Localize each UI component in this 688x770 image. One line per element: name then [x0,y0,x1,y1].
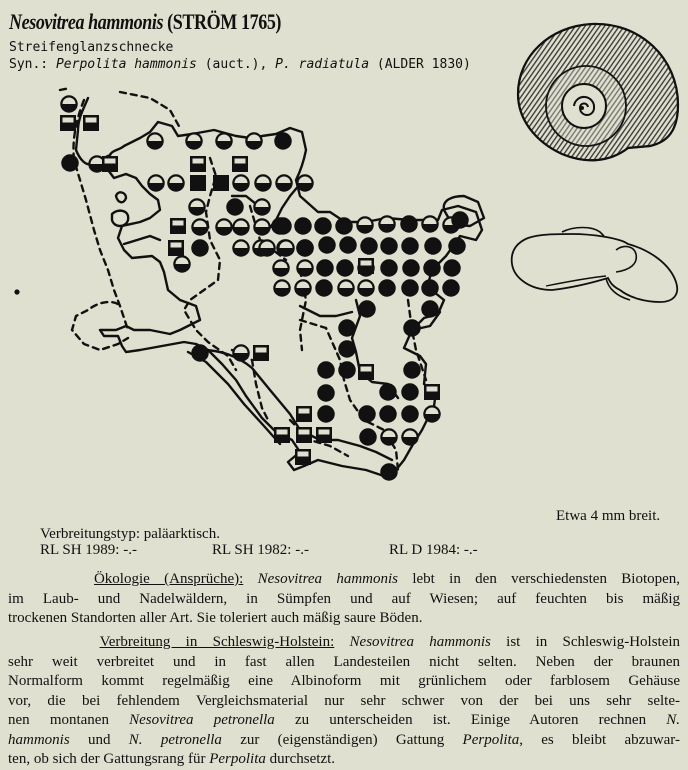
red-list-value: -.- [463,542,478,558]
distribution-paragraph [8,633,680,770]
record-circle-full [449,238,465,254]
distribution-text: , es bleibt abzuwar- [519,731,680,748]
distribution-text: ten, ob sich der Gattungsrang für [8,751,210,767]
distribution-text: und [69,731,129,748]
taxon-name: N. [666,712,680,728]
record-circle-full [192,345,208,361]
record-circle-full [403,260,419,276]
record-circle-half [61,96,77,112]
record-circle-full [295,218,311,234]
record-circle-full [315,218,331,234]
record-circle-half [278,240,294,256]
record-circle-full [318,385,334,401]
record-square-half [316,427,332,443]
red-list-2 [212,542,309,559]
record-circle-half [379,216,395,232]
record-circle-full [297,240,313,256]
synonym-1-note: (auct.), [204,57,268,72]
red-list-value: -.- [123,542,137,558]
distribution-type: Verbreitungstyp: paläarktisch. [40,526,220,542]
record-circle-full [381,238,397,254]
record-circle-half [174,256,190,272]
record-circle-full [380,406,396,422]
record-square-half [190,156,206,172]
record-circle-full [337,260,353,276]
record-square-half [170,218,186,234]
record-circle-half [148,175,164,191]
distribution-map [0,0,500,500]
record-circle-half [274,280,290,296]
record-circle-full [402,280,418,296]
stray-dot [14,289,19,294]
record-square-half [253,345,269,361]
record-circle-half [295,280,311,296]
ecology-heading: Ökologie (Ansprüche): [93,571,244,587]
record-square-half [295,449,311,465]
red-list-1 [40,542,137,559]
record-square-half [296,427,312,443]
record-square-half [60,115,76,131]
record-circle-full [339,362,355,378]
record-circle-full [422,301,438,317]
record-circle-half [186,133,202,149]
red-list-label: RL D 1984: [389,542,461,558]
distribution-text: Normalform kommt regelmäßig eine Albinoform mit grünlichem oder farblosem Gehäuse [8,673,680,689]
record-circle-full [452,212,468,228]
record-circle-full [317,260,333,276]
synonyms-prefix: Syn.: [9,57,49,72]
map-symbols [60,96,468,480]
record-circle-half [233,175,249,191]
record-circle-half [402,429,418,445]
record-circle-full [275,133,291,149]
record-circle-full [318,362,334,378]
record-circle-full [381,464,397,480]
distribution-heading: Verbreitung in Schleswig-Holstein: [99,634,335,650]
distribution-line [8,750,680,770]
record-square-half [83,115,99,131]
distribution-text: zu unterscheiden ist. Einige Autoren rechnen [274,712,667,728]
record-circle-full [443,280,459,296]
record-circle-half [259,240,275,256]
species-ref: Nesovitrea hammonis [257,571,399,587]
record-circle-full [402,238,418,254]
red-list-label: RL SH 1989: [40,542,120,558]
shell-top-view-illustration [500,0,688,190]
record-circle-full [62,155,78,171]
red-list-value: -.- [295,542,309,558]
record-circle-half [358,280,374,296]
record-circle-half [424,406,440,422]
record-circle-full [379,280,395,296]
record-circle-half [168,175,184,191]
record-circle-half [422,216,438,232]
record-circle-half [273,260,289,276]
record-circle-half [276,175,292,191]
record-square-half [102,156,118,172]
red-list-3 [389,542,478,559]
record-square-half [358,258,374,274]
record-circle-half [216,219,232,235]
record-circle-half [233,219,249,235]
record-circle-half [189,199,205,215]
taxon-name: Perpolita [209,751,266,767]
record-circle-full [361,238,377,254]
synonym-2-author: (ALDER 1830) [376,57,471,72]
record-circle-full [404,362,420,378]
record-circle-full [404,320,420,336]
ecology-line: im Laub- und Nadelwäldern, in Sümpfen und auf Wiesen; auf feuchten bis mäßig [8,590,680,607]
record-circle-full [401,216,417,232]
shell-side-view-illustration [500,220,688,320]
red-list-label: RL SH 1982: [212,542,292,558]
record-circle-half [297,260,313,276]
record-square-half [168,240,184,256]
record-circle-full [318,406,334,422]
species-name: Nesovitrea hammonis [9,9,164,34]
taxon-name: N. petronella [128,731,222,748]
record-circle-full [422,280,438,296]
ecology-text: lebt in den verschiedensten Biotopen, [398,571,680,587]
record-circle-half [338,280,354,296]
record-circle-full [360,429,376,445]
record-circle-full [227,199,243,215]
record-circle-full [424,260,440,276]
synonym-1: Perpolita hammonis [55,57,197,72]
common-name: Streifenglanzschnecke [9,40,174,55]
distribution-text: vor, die bei fehlendem Vergleichsmaterial nur sehr schwer von der bei uns sehr selte- [8,692,680,709]
distribution-line [8,731,680,751]
ecology-line [8,570,680,590]
record-circle-half [233,345,249,361]
distribution-line [8,711,680,731]
record-circle-full [340,237,356,253]
record-circle-full [339,320,355,336]
record-circle-full [402,406,418,422]
record-circle-half [233,240,249,256]
record-square-half [296,406,312,422]
record-circle-full [402,384,418,400]
distribution-line [8,672,680,692]
record-circle-full [444,260,460,276]
record-circle-full [380,384,396,400]
record-square-full [190,175,206,191]
distribution-line [8,653,680,673]
distribution-text: durchsetzt. [265,751,336,767]
record-circle-full [336,218,352,234]
species-author: (STRÖM 1765) [167,9,282,34]
size-note: Etwa 4 mm breit. [556,508,661,524]
record-circle-half [297,175,313,191]
distribution-text: nen montanen [8,712,130,728]
record-circle-full [425,238,441,254]
taxon-name: Perpolita [462,731,520,748]
record-circle-full [359,301,375,317]
record-circle-half [147,133,163,149]
distribution-text: ist in Schleswig-Holstein [490,634,680,650]
record-circle-full [381,260,397,276]
record-circle-full [319,237,335,253]
taxon-name: Nesovitrea hammonis [349,634,491,650]
ecology-line: trockenen Standorten aller Art. Sie toleriert auch mäßig saure Böden. [8,610,423,626]
record-square-half [232,156,248,172]
record-square-full [213,175,229,191]
distribution-line [8,633,680,653]
ecology-paragraph [8,570,680,629]
record-circle-full [339,341,355,357]
record-circle-full [316,280,332,296]
record-circle-full [359,406,375,422]
distribution-line [8,692,680,712]
record-circle-half [254,199,270,215]
record-circle-half [381,429,397,445]
record-square-half [424,384,440,400]
record-circle-half [254,219,270,235]
record-square-half [274,427,290,443]
distribution-text: sehr weit verbreitet und in fast allen Landesteilen nicht selten. Neben der braunen [8,653,680,670]
record-circle-half [216,133,232,149]
taxon-name: Nesovitrea petronella [129,712,275,728]
record-circle-half [246,133,262,149]
record-circle-half [255,175,271,191]
record-circle-full [275,218,291,234]
record-square-half [358,364,374,380]
synonym-2: P. radiatula [275,57,370,72]
distribution-text: zur (eigenständigen) Gattung [221,731,463,748]
taxon-name: hammonis [8,731,70,748]
record-circle-full [192,240,208,256]
record-circle-half [357,217,373,233]
record-circle-half [192,219,208,235]
